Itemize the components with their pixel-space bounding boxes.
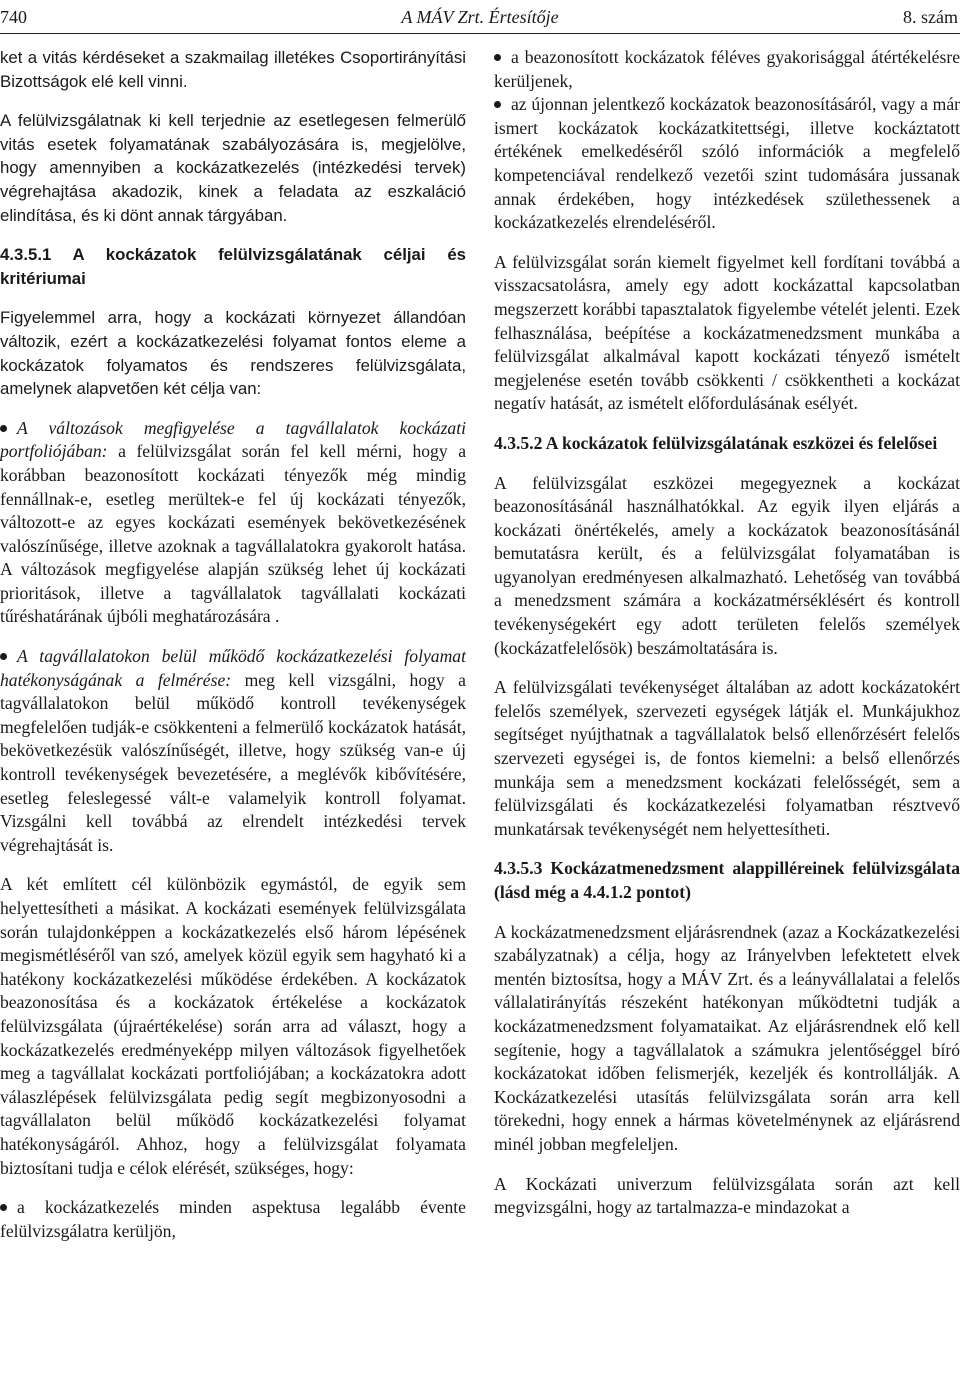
bullet-icon (494, 54, 501, 61)
issue-number: 8. szám (903, 7, 958, 27)
header-rule (0, 33, 960, 34)
bullet-italic-lead: A tagvállalatokon belül működő kockázatkezelési folyamat hatékonyságának a felmérése: (0, 646, 466, 690)
bullet-icon (0, 653, 7, 660)
bullet-icon (0, 425, 7, 432)
journal-title: A MÁV Zrt. Értesítője (401, 7, 559, 27)
bullet-italic-lead: A változások megfigyelése a tagvállalatok kockázati portfoliójában: (0, 417, 466, 462)
paragraph: ket a vitás kérdéseket a szakmailag illetékes Csoportirányítási Bizottságok elé kell vinni. (0, 48, 466, 91)
bullet-icon (494, 101, 501, 108)
paragraph: A felülvizsgálati tevékenységet általában az adott kockázatokért felelős személyek, szervezeti egységek látják el. Munkájukhoz segítséget nyújthatnak a tagvállalatok belső ellenőrzésért felelős szervezeti egységei is, de fontos kiemelni: a belső ellenőrzés munkája sem a menedzsment kockázati felelősségét, sem a felülvizsgálati és kockázatkezelési folyamatban résztvevő munkatársak tevékenységét nem helyettesítheti. (494, 677, 960, 839)
bullet-text: a felülvizsgálat során fel kell mérni, hogy a korábban beazonosított kockázati tényezők még mindig fennállnak-e, esetleg merültek-e fel új kockázati tényezők, változott-e az egyes kockázati események bekövetkezésének valószínűsége, illetve azoknak a tagvállalatokra gyakorolt hatása. A változások megfigyelése alapján szükség lehet új kockázati prioritások, illetve a tagvállalatok tagvállalati kockázati tűréshatárának újbóli meghatározására . (0, 441, 466, 627)
paragraph: A felülvizsgálat során kiemelt figyelmet kell fordítani továbbá a visszacsatolásra, amely egy adott kockázattal kapcsolatban megszerzett korábbi tapasztalatok figyelembe vételét jelenti. Ezek felhasználása, beépítése a kockázatmenedzsment munkába a felülvizsgálat alkalmával kapott kockázati tényező ismételt megjelenése esetén tovább csökkenti / csökkentheti a kockázat negatív hatását, az ismételt előfordulásának esélyét. (494, 251, 960, 414)
paragraph: Figyelemmel arra, hogy a kockázati környezet állandóan változik, ezért a kockázatkezelési folyamat fontos eleme a kockázatok folyamatos és rendszeres felülvizsgálata, amelynek alapvetően két célja van: (0, 308, 466, 399)
page-number: 740 (0, 7, 27, 27)
bullet-icon (0, 1204, 7, 1211)
paragraph: A Kockázati univerzum felülvizsgálata során azt kell megvizsgálni, hogy az tartalmazza-e mindazokat a (494, 1173, 960, 1218)
page-header (0, 0, 960, 34)
paragraph: A felülvizsgálat eszközei megegyeznek a kockázat beazonosításánál használhatókkal. Az egyik ilyen eljárás a kockázati önértékelés, amely a kockázatok beazonosításánál bemutatásra került, és a felülvizsgálat folyamatában is ugyanolyan eredményesen alkalmazható. Lehetőség van továbbá a menedzsment számára a kockázatmérséklésért és kontroll tevékenységekért egy adott területen felelős személyek (kockázatfelelősök) beszámoltatására is. (494, 472, 960, 658)
section-heading: 4.3.5.2 A kockázatok felülvizsgálatának eszközei és felelősei (494, 432, 938, 453)
right-column (494, 46, 960, 1220)
paragraph: A felülvizsgálatnak ki kell terjednie az esetlegesen felmerülő vitás esetek folyamatának szabályozására is, megjelölve, hogy amennyiben a kockázatkezelés (intézkedési tervek) végrehajtása akadozik, kinek a feladata az eszkaláció elindítása, és ki dönt annak tárgyában. (0, 111, 466, 225)
bullet-item (0, 417, 466, 629)
bullet-item (494, 46, 960, 93)
section-heading: 4.3.5.1 A kockázatok felülvizsgálatának céljai és kritériumai (0, 245, 466, 288)
bullet-text: az újonnan jelentkező kockázatok beazonosításáról, vagy a már ismert kockázatok kockázatkitettségi, illetve kockáztatott értékének emelkedéséről szóló információk a megfelelő kompetenciával rendelkező vezetői szint tudomására jussanak annak érdekében, hogy intézkedések születhessenek a kockázatkezelés elrendeléséről. (494, 94, 960, 233)
bullet-text: meg kell vizsgálni, hogy a tagvállalatokon belül működő kontroll tevékenységek megfelelően tudják-e csökkenteni a felmerülő kockázatok hatását, bekövetkezésük valószínűségét, illetve, hogy szükség van-e új kontroll tevékenységek bevezetésére, a meglévők kibővítésére, esetleg feleslegessé vált-e valamelyik kontroll folyamat. Vizsgálni kell továbbá az elrendelt intézkedési tervek végrehajtását is. (0, 669, 466, 855)
bullet-item (0, 1196, 466, 1243)
bullet-text: a kockázatkezelés minden aspektusa legalább évente felülvizsgálatra kerüljön, (0, 1197, 466, 1241)
paragraph: A kockázatmenedzsment eljárásrendnek (azaz a Kockázatkezelési szabályzatnak) a célja, hogy az Irányelvben lefektetett elvek mentén biztosítsa, hogy a MÁV Zrt. és a leányvállalatai a felelős vállalatirányítás részeként hatékonyan működtetni tudják a kockázatmenedzsment folyamataikat. Az eljárásrendnek elő kell segítenie, hogy a tagvállalatok a számukra jelentőséggel bíró kockázatokat időben felismerjék, kezeljék és kontrollálják. A Kockázatkezelési utasítás felülvizsgálata során arra kell törekedni, hogy ennek a hármas követelménynek az eljárásrend minél jobban megfeleljen. (494, 921, 960, 1154)
section-heading: 4.3.5.3 Kockázatmenedzsment alappilléreinek felülvizsgálata (lásd még a 4.4.1.2 pontot) (494, 858, 960, 902)
bullet-item (0, 645, 466, 857)
paragraph: A két említett cél különbözik egymástól, de egyik sem helyettesítheti a másikat. A kockázati események felülvizsgálata során tulajdonképpen a kockázatkezelés első három lépésének megismétléséről van szó, amelyek közül egyik sem hagyható ki a hatékony kockázatkezelési működése érdekében. A kockázatok beazonosítása és a kockázatok értékelése a kockázatok felülvizsgálata (újraértékelése) során arra ad választ, hogy a kockázatkezelés eredményeképp milyen változások figyelhetőek meg a tagvállalat kockázati portfoliójában; a kockázatokra adott válaszlépések felülvizsgálata pedig segít megbizonyosodni a tagvállalaton belül működő kockázatkezelési folyamat hatékonyságáról. Ahhoz, hogy a felülvizsgálat folyamata biztosítani tudja e célok elérését, szükséges, hogy: (0, 874, 466, 1178)
bullet-item (494, 93, 960, 235)
bullet-text: a beazonosított kockázatok féléves gyakorisággal átértékelésre kerüljenek, (494, 47, 960, 91)
left-column (0, 46, 466, 1243)
